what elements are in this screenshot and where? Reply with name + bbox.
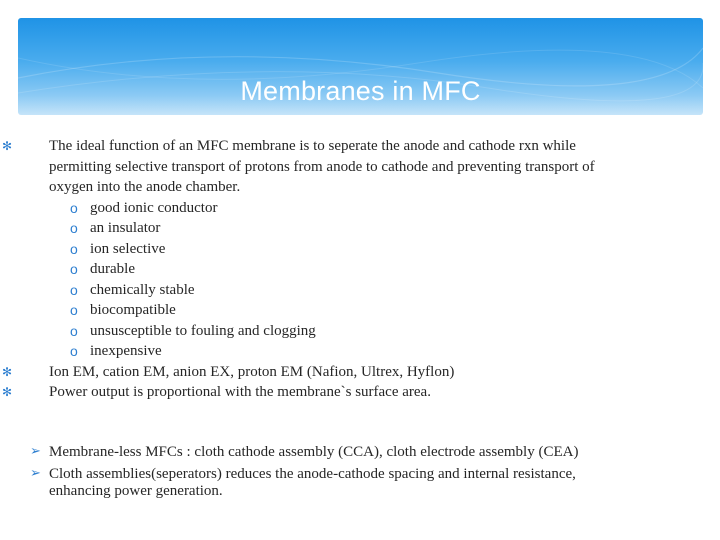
sub-item: [0, 280, 720, 301]
sub-item-text: ion selective: [90, 240, 166, 257]
arrow-marker-icon: ➢: [30, 466, 41, 481]
bullet-text-line: oxygen into the anode chamber.: [49, 179, 241, 195]
circle-marker-icon: o: [70, 343, 78, 359]
circle-marker-icon: o: [70, 302, 78, 318]
bullet-marker-icon: ✻: [2, 139, 13, 153]
arrow-item: [0, 442, 720, 463]
sub-item-text: inexpensive: [90, 343, 162, 359]
sub-item-text: biocompatible: [90, 302, 176, 318]
arrow-item-text: Cloth assemblies(seperators) reduces the anode-cathode spacing and internal resistance,: [49, 466, 576, 482]
slide-body: [0, 136, 720, 501]
sub-item-text: an insulator: [90, 220, 161, 236]
slide-title: Membranes in MFC: [240, 76, 481, 106]
bullet-item: [0, 382, 720, 403]
bullet-text: Ion EM, cation EM, anion EX, proton EM (Nafion, Ultrex, Hyflon): [49, 363, 455, 380]
sub-item-text: chemically stable: [90, 281, 195, 298]
arrow-item-continuation: enhancing power generation.: [49, 482, 223, 499]
bullet-text: Power output is proportional with the membrane`s surface area.: [49, 384, 431, 400]
circle-marker-icon: o: [70, 240, 78, 257]
sub-item: [0, 300, 720, 321]
arrow-marker-icon: ➢: [30, 443, 41, 459]
circle-marker-icon: o: [70, 220, 78, 236]
circle-marker-icon: o: [70, 199, 78, 216]
sub-item: [0, 341, 720, 362]
bullet-marker-icon: ✻: [2, 385, 13, 399]
sub-item-text: durable: [90, 261, 135, 277]
sub-item-text: unsusceptible to fouling and clogging: [90, 322, 316, 339]
sub-item: [0, 198, 720, 219]
sub-item-text: good ionic conductor: [90, 199, 218, 216]
sub-item: [0, 259, 720, 280]
arrow-item-text: Membrane-less MFCs : cloth cathode assembly (CCA), cloth electrode assembly (CEA): [49, 443, 579, 460]
bullet-item: [0, 136, 720, 157]
spacer: [0, 403, 720, 442]
circle-marker-icon: o: [70, 261, 78, 277]
circle-marker-icon: o: [70, 281, 78, 298]
sub-item: [0, 239, 720, 260]
bullet-item: [0, 362, 720, 383]
bullet-marker-icon: ✻: [2, 364, 13, 379]
circle-marker-icon: o: [70, 322, 78, 339]
title-banner: [18, 18, 703, 115]
sub-item: [0, 321, 720, 342]
bullet-text-line: permitting selective transport of protons from anode to cathode and preventing transport of: [49, 158, 595, 175]
bullet-text-line: The ideal function of an MFC membrane is to seperate the anode and cathode rxn while: [49, 138, 576, 154]
sub-item: [0, 218, 720, 239]
